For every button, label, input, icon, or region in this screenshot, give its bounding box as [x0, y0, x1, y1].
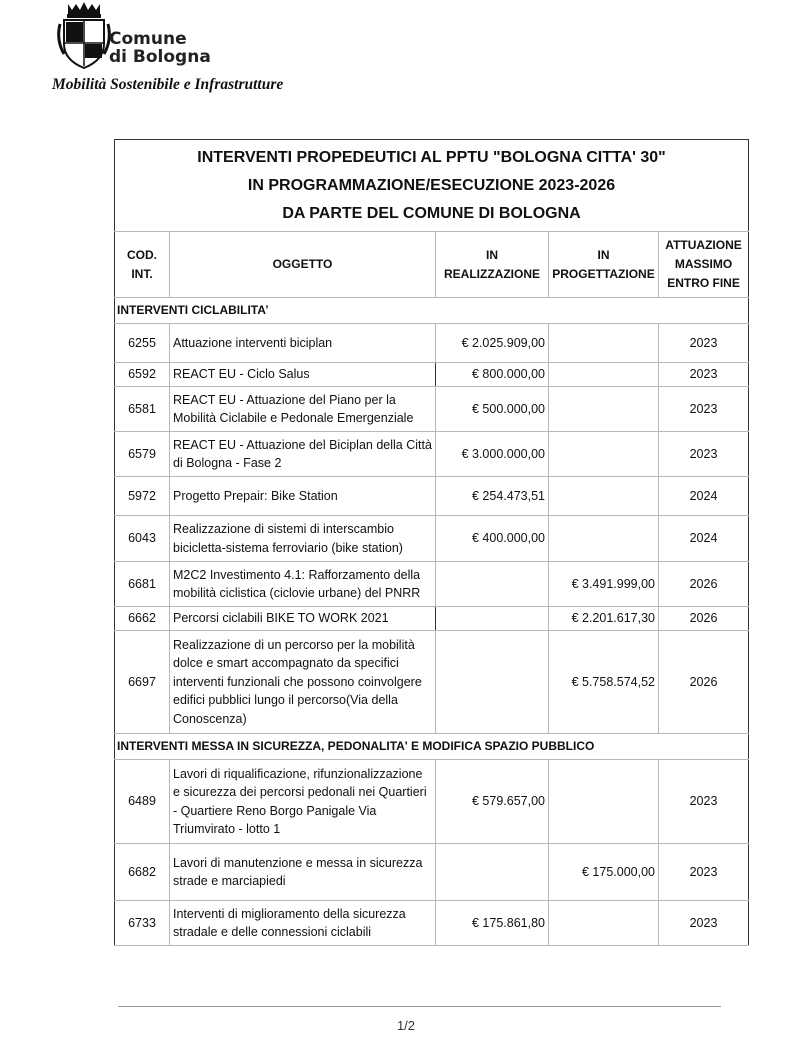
- table-title: [115, 140, 749, 232]
- table-row: [115, 562, 749, 607]
- section-title: INTERVENTI MESSA IN SICUREZZA, PEDONALITA' E MODIFICA SPAZIO PUBBLICO: [115, 734, 749, 760]
- cell-realizzazione: € 800.000,00: [436, 363, 549, 387]
- cell-oggetto: Lavori di manutenzione e messa in sicurezza strade e marciapiedi: [170, 844, 436, 901]
- table-row: [115, 324, 749, 363]
- logo-line-1: Comune: [109, 29, 187, 49]
- cell-cod: 6733: [115, 901, 170, 946]
- cell-anno: 2024: [659, 516, 749, 562]
- cell-progettazione: [549, 760, 659, 844]
- table-header-row: [115, 232, 749, 298]
- cell-anno: 2023: [659, 760, 749, 844]
- footer-divider: [118, 1006, 721, 1007]
- comune-di-bologna-logo: [54, 0, 114, 70]
- department-name: Mobilità Sostenibile e Infrastrutture: [52, 76, 284, 93]
- cell-progettazione: [549, 387, 659, 432]
- cell-cod: 6579: [115, 432, 170, 477]
- cell-progettazione: € 3.491.999,00: [549, 562, 659, 607]
- cell-anno: 2023: [659, 387, 749, 432]
- cell-progettazione: € 175.000,00: [549, 844, 659, 901]
- page-number: 1/2: [396, 1018, 416, 1033]
- cell-anno: 2023: [659, 324, 749, 363]
- cell-realizzazione: € 400.000,00: [436, 516, 549, 562]
- cell-realizzazione: € 3.000.000,00: [436, 432, 549, 477]
- cell-realizzazione: € 254.473,51: [436, 477, 549, 516]
- header-progettazione-line-2: PROGETTAZIONE: [552, 266, 655, 281]
- table-row: [115, 631, 749, 734]
- table-row: [115, 363, 749, 387]
- cell-anno: 2023: [659, 844, 749, 901]
- cell-anno: 2026: [659, 562, 749, 607]
- header-progettazione: [549, 232, 659, 298]
- table-row: [115, 844, 749, 901]
- cell-anno: 2026: [659, 631, 749, 734]
- cell-oggetto: REACT EU - Attuazione del Biciplan della Città di Bologna - Fase 2: [170, 432, 436, 477]
- cell-cod: 6592: [115, 363, 170, 387]
- logo-wordmark: [109, 30, 211, 66]
- header-oggetto: OGGETTO: [170, 232, 436, 298]
- header-attuazione-line-2: MASSIMO: [674, 257, 733, 271]
- section-header-row: [115, 298, 749, 324]
- cell-oggetto: Realizzazione di un percorso per la mobilità dolce e smart accompagnato da specifici interventi funzionali che possono coinvolgere edifici pubblici lungo il percorso(Via della Conoscenza): [170, 631, 436, 734]
- cell-anno: 2026: [659, 607, 749, 631]
- cell-progettazione: [549, 432, 659, 477]
- cell-oggetto: Interventi di miglioramento della sicurezza stradale e delle connessioni ciclabili: [170, 901, 436, 946]
- cell-anno: 2024: [659, 477, 749, 516]
- cell-realizzazione: [436, 631, 549, 734]
- section-title: INTERVENTI CICLABILITA’: [115, 298, 749, 324]
- table-row: [115, 607, 749, 631]
- cell-oggetto: Progetto Prepair: Bike Station: [170, 477, 436, 516]
- header-cod: [115, 232, 170, 298]
- cell-realizzazione: [436, 607, 549, 631]
- cell-cod: 6681: [115, 562, 170, 607]
- header-attuazione-line-1: ATTUAZIONE: [665, 238, 742, 252]
- cell-anno: 2023: [659, 901, 749, 946]
- cell-progettazione: [549, 477, 659, 516]
- table-row: [115, 432, 749, 477]
- cell-progettazione: [549, 363, 659, 387]
- header-cod-line-2: INT.: [131, 266, 153, 281]
- cell-cod: 6489: [115, 760, 170, 844]
- cell-cod: 6662: [115, 607, 170, 631]
- cell-oggetto: REACT EU - Ciclo Salus: [170, 363, 436, 387]
- table-row: [115, 387, 749, 432]
- interventions-table: [114, 139, 749, 946]
- table-title-line-1: INTERVENTI PROPEDEUTICI AL PPTU "BOLOGNA CITTA' 30": [197, 149, 666, 166]
- cell-oggetto: Realizzazione di sistemi di interscambio bicicletta-sistema ferroviario (bike station): [170, 516, 436, 562]
- header-cod-line-1: COD.: [127, 247, 157, 262]
- table-title-line-3: DA PARTE DEL COMUNE DI BOLOGNA: [282, 205, 581, 222]
- cell-cod: 6697: [115, 631, 170, 734]
- cell-realizzazione: € 500.000,00: [436, 387, 549, 432]
- cell-progettazione: € 5.758.574,52: [549, 631, 659, 734]
- cell-oggetto: REACT EU - Attuazione del Piano per la Mobilità Ciclabile e Pedonale Emergenziale: [170, 387, 436, 432]
- header-attuazione: [659, 232, 749, 298]
- cell-cod: 5972: [115, 477, 170, 516]
- cell-anno: 2023: [659, 432, 749, 477]
- cell-anno: 2023: [659, 363, 749, 387]
- cell-realizzazione: € 175.861,80: [436, 901, 549, 946]
- cell-oggetto: M2C2 Investimento 4.1: Rafforzamento della mobilità ciclistica (ciclovie urbane) del PNRR: [170, 562, 436, 607]
- header-attuazione-line-3: ENTRO FINE: [667, 276, 740, 290]
- cell-oggetto: Percorsi ciclabili BIKE TO WORK 2021: [170, 607, 436, 631]
- table-title-line-2: IN PROGRAMMAZIONE/ESECUZIONE 2023-2026: [247, 177, 616, 194]
- cell-realizzazione: € 2.025.909,00: [436, 324, 549, 363]
- table-row: [115, 477, 749, 516]
- table-row: [115, 901, 749, 946]
- cell-cod: 6255: [115, 324, 170, 363]
- table-row: [115, 516, 749, 562]
- cell-realizzazione: [436, 844, 549, 901]
- cell-progettazione: [549, 324, 659, 363]
- cell-oggetto: Attuazione interventi biciplan: [170, 324, 436, 363]
- cell-oggetto: Lavori di riqualificazione, rifunzionalizzazione e sicurezza dei percorsi pedonali nei Quartieri - Quartiere Reno Borgo Panigale Via Triumvirato - lotto 1: [170, 760, 436, 844]
- table-row: [115, 760, 749, 844]
- logo-line-2: di Bologna: [109, 47, 211, 67]
- cell-cod: 6682: [115, 844, 170, 901]
- cell-realizzazione: € 579.657,00: [436, 760, 549, 844]
- cell-cod: 6581: [115, 387, 170, 432]
- cell-cod: 6043: [115, 516, 170, 562]
- cell-progettazione: [549, 516, 659, 562]
- section-header-row: [115, 734, 749, 760]
- header-realizzazione-line-1: IN: [486, 247, 498, 262]
- cell-progettazione: [549, 901, 659, 946]
- header-realizzazione-line-2: REALIZZAZIONE: [444, 266, 540, 281]
- header-progettazione-line-1: IN: [597, 247, 610, 262]
- cell-progettazione: € 2.201.617,30: [549, 607, 659, 631]
- header-realizzazione: [436, 232, 549, 298]
- cell-realizzazione: [436, 562, 549, 607]
